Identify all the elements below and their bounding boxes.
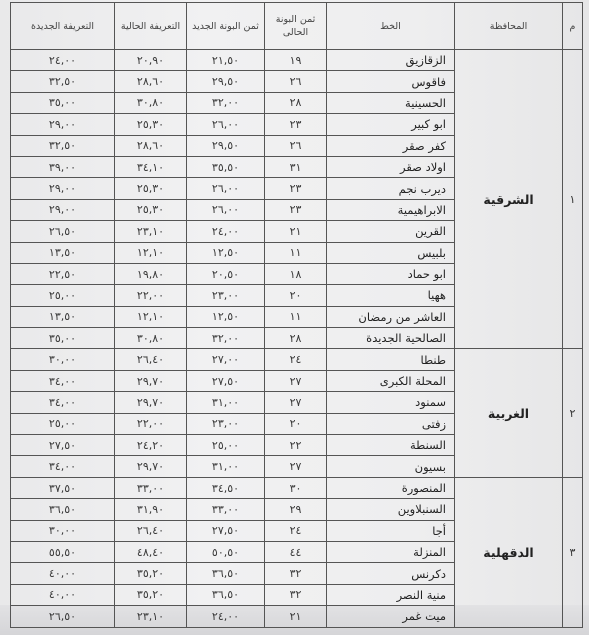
new-card-price-cell: ٢٣,٠٠ — [187, 285, 265, 306]
current-card-price-cell: ١٨ — [265, 263, 327, 284]
current-card-price-cell: ٢٦ — [265, 71, 327, 92]
new-card-price-cell: ٣٦,٥٠ — [187, 584, 265, 605]
line-name-cell: السنطة — [327, 435, 455, 456]
line-name-cell: المحلة الكبرى — [327, 370, 455, 391]
new-card-price-cell: ٢٧,٠٠ — [187, 349, 265, 370]
new-fare-cell: ٢٩,٠٠ — [11, 114, 115, 135]
current-fare-cell: ٢٢,٠٠ — [115, 413, 187, 434]
header-current-fare: التعريفة الحالية — [115, 3, 187, 50]
new-fare-cell: ٢٥,٠٠ — [11, 285, 115, 306]
current-fare-cell: ٢٨,٦٠ — [115, 71, 187, 92]
new-card-price-cell: ٢٤,٠٠ — [187, 221, 265, 242]
current-fare-cell: ٢٠,٩٠ — [115, 50, 187, 71]
current-fare-cell: ٣٠,٨٠ — [115, 92, 187, 113]
group-index: ٣ — [563, 477, 583, 627]
current-fare-cell: ٣١,٩٠ — [115, 499, 187, 520]
line-name-cell: منية النصر — [327, 584, 455, 605]
new-card-price-cell: ٢٦,٠٠ — [187, 199, 265, 220]
new-fare-cell: ٢٩,٠٠ — [11, 178, 115, 199]
new-fare-cell: ٣٠,٠٠ — [11, 349, 115, 370]
current-card-price-cell: ٢٧ — [265, 370, 327, 391]
new-card-price-cell: ٢٩,٥٠ — [187, 135, 265, 156]
current-card-price-cell: ١١ — [265, 306, 327, 327]
line-name-cell: بلبيس — [327, 242, 455, 263]
governorate-cell: الغربية — [455, 349, 563, 477]
line-name-cell: الابراهيمية — [327, 199, 455, 220]
current-card-price-cell: ٢٠ — [265, 413, 327, 434]
current-fare-cell: ٢٣,١٠ — [115, 221, 187, 242]
new-card-price-cell: ٢٦,٠٠ — [187, 178, 265, 199]
current-fare-cell: ٢٥,٣٠ — [115, 178, 187, 199]
header-index: م — [563, 3, 583, 50]
new-card-price-cell: ٢٧,٥٠ — [187, 370, 265, 391]
current-fare-cell: ٢٩,٧٠ — [115, 370, 187, 391]
new-card-price-cell: ٢٣,٠٠ — [187, 413, 265, 434]
fare-table — [10, 2, 583, 628]
new-fare-cell: ٣٠,٠٠ — [11, 520, 115, 541]
new-card-price-cell: ٢٩,٥٠ — [187, 71, 265, 92]
current-card-price-cell: ٢١ — [265, 221, 327, 242]
group-index: ٢ — [563, 349, 583, 477]
current-card-price-cell: ٣١ — [265, 156, 327, 177]
new-fare-cell: ٣٧,٥٠ — [11, 477, 115, 498]
new-fare-cell: ٤٠,٠٠ — [11, 584, 115, 605]
line-name-cell: الصالحية الجديدة — [327, 328, 455, 349]
new-card-price-cell: ٥٠,٥٠ — [187, 541, 265, 562]
new-fare-cell: ٣٤,٠٠ — [11, 370, 115, 391]
current-fare-cell: ٢٨,٦٠ — [115, 135, 187, 156]
new-fare-cell: ٢٤,٠٠ — [11, 50, 115, 71]
new-fare-cell: ٤٠,٠٠ — [11, 563, 115, 584]
line-name-cell: سمنود — [327, 392, 455, 413]
table-body — [11, 50, 583, 628]
current-card-price-cell: ٢٤ — [265, 520, 327, 541]
current-card-price-cell: ٢١ — [265, 606, 327, 627]
table-row — [11, 349, 583, 370]
line-name-cell: القرين — [327, 221, 455, 242]
line-name-cell: ديرب نجم — [327, 178, 455, 199]
line-name-cell: ابو حماد — [327, 263, 455, 284]
line-name-cell: بسيون — [327, 456, 455, 477]
governorate-cell: الشرقية — [455, 50, 563, 349]
new-fare-cell: ١٣,٥٠ — [11, 306, 115, 327]
header-new-fare: التعريفة الجديدة — [11, 3, 115, 50]
new-card-price-cell: ٣٢,٠٠ — [187, 328, 265, 349]
header-row — [11, 3, 583, 50]
new-fare-cell: ٢٢,٥٠ — [11, 263, 115, 284]
new-card-price-cell: ٣١,٠٠ — [187, 392, 265, 413]
new-card-price-cell: ٣١,٠٠ — [187, 456, 265, 477]
current-fare-cell: ٣٤,١٠ — [115, 156, 187, 177]
new-fare-cell: ١٣,٥٠ — [11, 242, 115, 263]
new-fare-cell: ٢٦,٥٠ — [11, 221, 115, 242]
current-card-price-cell: ٢٢ — [265, 435, 327, 456]
header-governorate: المحافظة — [455, 3, 563, 50]
current-fare-cell: ٢٦,٤٠ — [115, 349, 187, 370]
current-fare-cell: ٢٩,٧٠ — [115, 392, 187, 413]
governorate-cell: الدقهلية — [455, 477, 563, 627]
new-fare-cell: ٣٢,٥٠ — [11, 135, 115, 156]
new-fare-cell: ٣٤,٠٠ — [11, 392, 115, 413]
current-fare-cell: ٣٥,٢٠ — [115, 584, 187, 605]
line-name-cell: ههيا — [327, 285, 455, 306]
line-name-cell: زفتى — [327, 413, 455, 434]
line-name-cell: ابو كبير — [327, 114, 455, 135]
current-card-price-cell: ٢٣ — [265, 114, 327, 135]
table-row — [11, 50, 583, 71]
line-name-cell: الزقازيق — [327, 50, 455, 71]
current-card-price-cell: ٢٨ — [265, 328, 327, 349]
line-name-cell: المنصورة — [327, 477, 455, 498]
current-fare-cell: ٣٥,٢٠ — [115, 563, 187, 584]
current-card-price-cell: ١١ — [265, 242, 327, 263]
line-name-cell: دكرنس — [327, 563, 455, 584]
new-card-price-cell: ٢٥,٠٠ — [187, 435, 265, 456]
new-fare-cell: ٢٦,٥٠ — [11, 606, 115, 627]
new-card-price-cell: ٣٤,٥٠ — [187, 477, 265, 498]
current-fare-cell: ٢٢,٠٠ — [115, 285, 187, 306]
line-name-cell: فاقوس — [327, 71, 455, 92]
table-row — [11, 477, 583, 498]
new-fare-cell: ٢٥,٠٠ — [11, 413, 115, 434]
new-fare-cell: ٢٩,٠٠ — [11, 199, 115, 220]
current-card-price-cell: ٢٣ — [265, 199, 327, 220]
current-fare-cell: ١٢,١٠ — [115, 242, 187, 263]
line-name-cell: ميت غمر — [327, 606, 455, 627]
new-card-price-cell: ٢٧,٥٠ — [187, 520, 265, 541]
line-name-cell: اولاد صقر — [327, 156, 455, 177]
current-card-price-cell: ٢٧ — [265, 456, 327, 477]
new-card-price-cell: ٣٥,٥٠ — [187, 156, 265, 177]
line-name-cell: السنبلاوين — [327, 499, 455, 520]
new-fare-cell: ٣٦,٥٠ — [11, 499, 115, 520]
line-name-cell: المنزلة — [327, 541, 455, 562]
line-name-cell: طنطا — [327, 349, 455, 370]
line-name-cell: كفر صقر — [327, 135, 455, 156]
header-current-card-price: ثمن البونة الحالى — [265, 3, 327, 50]
new-card-price-cell: ٣٢,٠٠ — [187, 92, 265, 113]
new-fare-cell: ٢٧,٥٠ — [11, 435, 115, 456]
current-card-price-cell: ٢٧ — [265, 392, 327, 413]
current-card-price-cell: ٤٤ — [265, 541, 327, 562]
current-fare-cell: ٣٠,٨٠ — [115, 328, 187, 349]
current-fare-cell: ٤٨,٤٠ — [115, 541, 187, 562]
current-fare-cell: ٢٥,٣٠ — [115, 114, 187, 135]
current-card-price-cell: ٢٩ — [265, 499, 327, 520]
new-card-price-cell: ١٢,٥٠ — [187, 306, 265, 327]
current-card-price-cell: ٢٣ — [265, 178, 327, 199]
group-index: ١ — [563, 50, 583, 349]
new-card-price-cell: ٣٦,٥٠ — [187, 563, 265, 584]
new-fare-cell: ٣٥,٠٠ — [11, 92, 115, 113]
current-card-price-cell: ٢٦ — [265, 135, 327, 156]
current-fare-cell: ١٢,١٠ — [115, 306, 187, 327]
line-name-cell: الحسينية — [327, 92, 455, 113]
current-card-price-cell: ٢٤ — [265, 349, 327, 370]
current-fare-cell: ٣٣,٠٠ — [115, 477, 187, 498]
new-fare-cell: ٣٥,٠٠ — [11, 328, 115, 349]
new-card-price-cell: ٢٠,٥٠ — [187, 263, 265, 284]
new-card-price-cell: ٢١,٥٠ — [187, 50, 265, 71]
current-card-price-cell: ٣٢ — [265, 563, 327, 584]
new-card-price-cell: ٢٦,٠٠ — [187, 114, 265, 135]
current-card-price-cell: ١٩ — [265, 50, 327, 71]
new-fare-cell: ٣٤,٠٠ — [11, 456, 115, 477]
current-fare-cell: ٢٥,٣٠ — [115, 199, 187, 220]
current-fare-cell: ٢٩,٧٠ — [115, 456, 187, 477]
line-name-cell: أجا — [327, 520, 455, 541]
current-card-price-cell: ٢٠ — [265, 285, 327, 306]
new-fare-cell: ٣٢,٥٠ — [11, 71, 115, 92]
current-fare-cell: ٢٣,١٠ — [115, 606, 187, 627]
current-card-price-cell: ٣٠ — [265, 477, 327, 498]
current-fare-cell: ٢٦,٤٠ — [115, 520, 187, 541]
new-card-price-cell: ١٢,٥٠ — [187, 242, 265, 263]
new-card-price-cell: ٣٣,٠٠ — [187, 499, 265, 520]
new-fare-cell: ٣٩,٠٠ — [11, 156, 115, 177]
new-fare-cell: ٥٥,٥٠ — [11, 541, 115, 562]
current-card-price-cell: ٣٢ — [265, 584, 327, 605]
current-fare-cell: ١٩,٨٠ — [115, 263, 187, 284]
new-card-price-cell: ٢٤,٠٠ — [187, 606, 265, 627]
current-card-price-cell: ٢٨ — [265, 92, 327, 113]
header-new-card-price: ثمن البونة الجديد — [187, 3, 265, 50]
current-fare-cell: ٢٤,٢٠ — [115, 435, 187, 456]
line-name-cell: العاشر من رمضان — [327, 306, 455, 327]
header-line: الخط — [327, 3, 455, 50]
